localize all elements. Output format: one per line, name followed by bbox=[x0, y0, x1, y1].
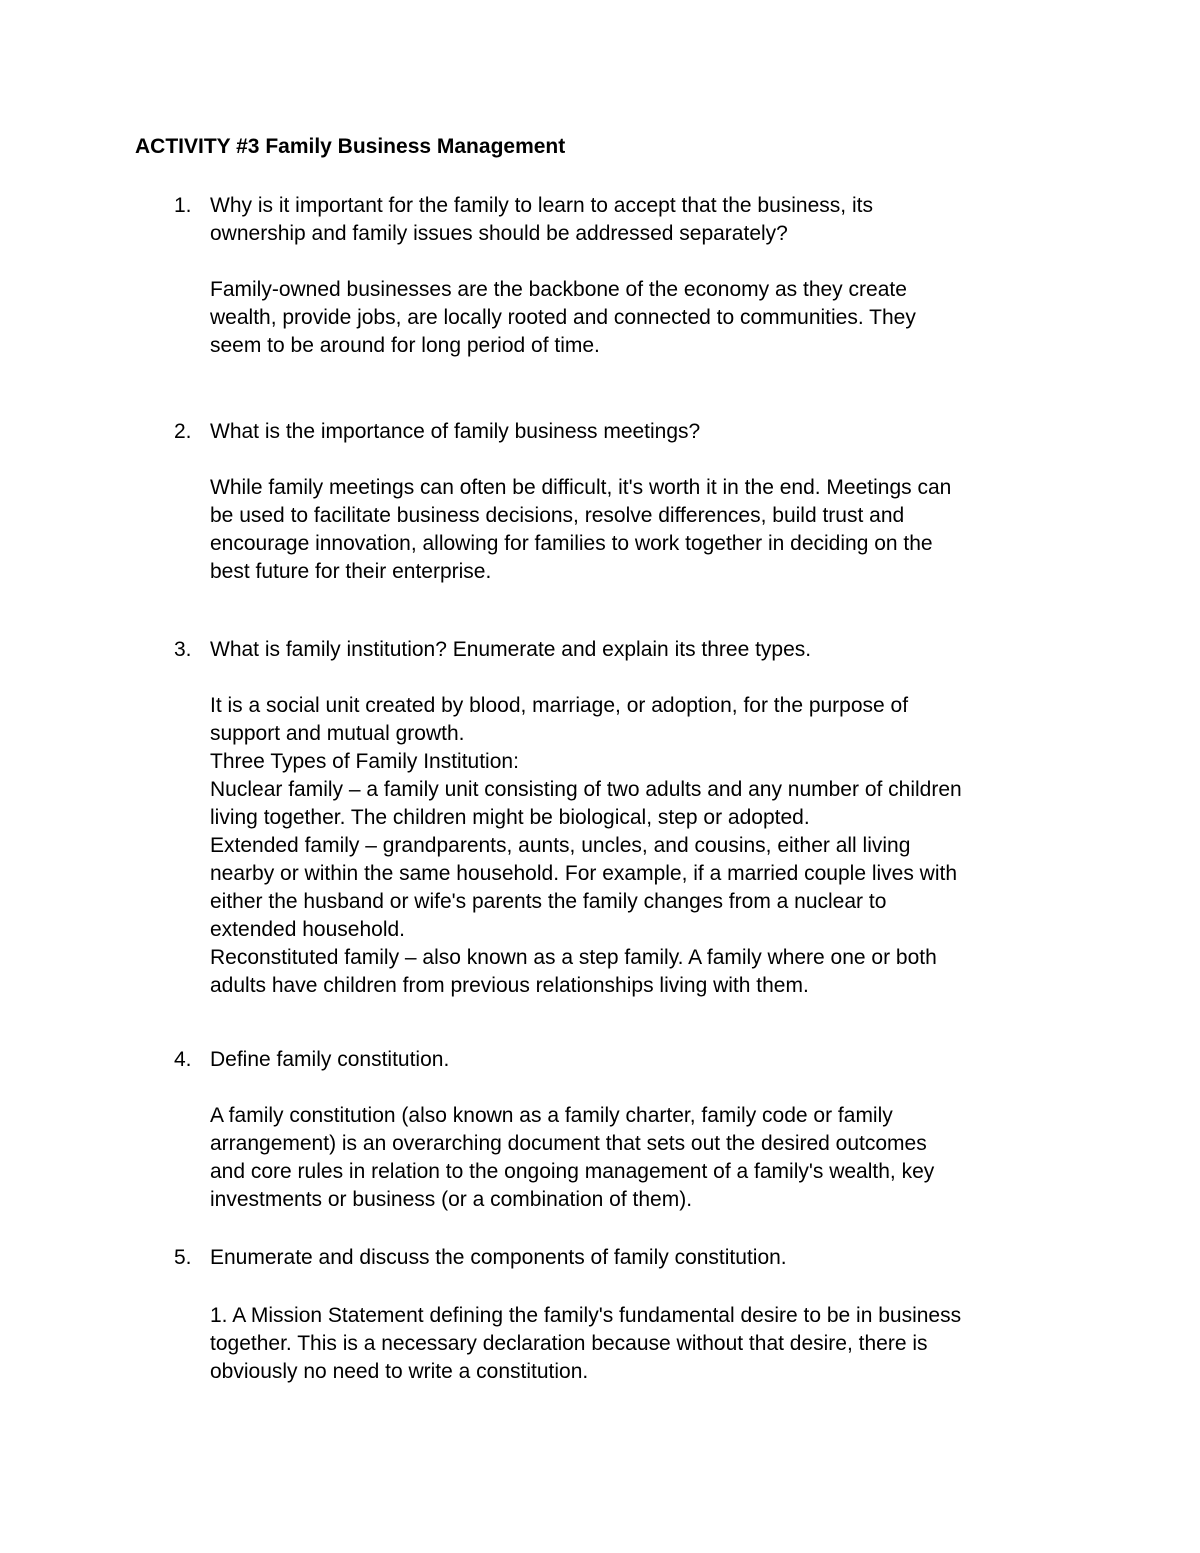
answer-5-line-2: together. This is a necessary declaration because without that desire, there is bbox=[210, 1332, 928, 1355]
answer-2-text bbox=[210, 474, 951, 586]
answer-5-line-3: obviously no need to write a constitution. bbox=[210, 1360, 589, 1383]
answer-1-line-3: seem to be around for long period of time. bbox=[210, 334, 600, 357]
answer-3-line-2: support and mutual growth. bbox=[210, 722, 465, 745]
question-2-line-1: What is the importance of family business meetings? bbox=[210, 420, 701, 443]
question-1-line-2: ownership and family issues should be addressed separately? bbox=[210, 222, 788, 245]
answer-4-line-1: A family constitution (also known as a family charter, family code or family bbox=[210, 1104, 893, 1127]
question-5-line-1: Enumerate and discuss the components of family constitution. bbox=[210, 1246, 787, 1269]
answer-2-line-3: encourage innovation, allowing for families to work together in deciding on the bbox=[210, 532, 933, 555]
answer-2-line-2: be used to facilitate business decisions, resolve differences, build trust and bbox=[210, 504, 905, 527]
answer-5-line-1: 1. A Mission Statement defining the family's fundamental desire to be in business bbox=[210, 1304, 962, 1327]
document-title: ACTIVITY #3 Family Business Management bbox=[135, 135, 566, 158]
question-4-text bbox=[210, 1046, 449, 1074]
answer-3-line-6: Extended family – grandparents, aunts, uncles, and cousins, either all living bbox=[210, 834, 911, 857]
answer-2-line-1: While family meetings can often be difficult, it's worth it in the end. Meetings can bbox=[210, 476, 952, 499]
question-3-line-1: What is family institution? Enumerate and explain its three types. bbox=[210, 638, 812, 661]
answer-4-text bbox=[210, 1102, 934, 1214]
answer-3-line-11: adults have children from previous relationships living with them. bbox=[210, 974, 809, 997]
answer-4-line-3: and core rules in relation to the ongoing management of a family's wealth, key bbox=[210, 1160, 935, 1183]
question-number-5: 5. bbox=[174, 1246, 192, 1269]
answer-4-line-2: arrangement) is an overarching document that sets out the desired outcomes bbox=[210, 1132, 927, 1155]
question-number-3: 3. bbox=[174, 638, 192, 661]
question-number-4: 4. bbox=[174, 1048, 192, 1071]
question-number-2: 2. bbox=[174, 420, 192, 443]
question-1-text bbox=[210, 192, 873, 248]
answer-3-line-9: extended household. bbox=[210, 918, 405, 941]
answer-3-line-1: It is a social unit created by blood, marriage, or adoption, for the purpose of bbox=[210, 694, 909, 717]
question-number-1: 1. bbox=[174, 194, 192, 217]
question-3-text bbox=[210, 636, 811, 664]
answer-3-line-10: Reconstituted family – also known as a step family. A family where one or both bbox=[210, 946, 937, 969]
question-2-text bbox=[210, 418, 700, 446]
answer-5-text bbox=[210, 1302, 961, 1386]
answer-4-line-4: investments or business (or a combination of them). bbox=[210, 1188, 693, 1211]
answer-3-line-3: Three Types of Family Institution: bbox=[210, 750, 519, 773]
question-4-line-1: Define family constitution. bbox=[210, 1048, 450, 1071]
answer-2-line-4: best future for their enterprise. bbox=[210, 560, 492, 583]
answer-1-text bbox=[210, 276, 916, 360]
answer-3-line-4: Nuclear family – a family unit consisting of two adults and any number of children bbox=[210, 778, 962, 801]
answer-3-line-8: either the husband or wife's parents the family changes from a nuclear to bbox=[210, 890, 887, 913]
answer-3-line-5: living together. The children might be biological, step or adopted. bbox=[210, 806, 810, 829]
question-1-line-1: Why is it important for the family to learn to accept that the business, its bbox=[210, 194, 873, 217]
answer-1-line-2: wealth, provide jobs, are locally rooted and connected to communities. They bbox=[210, 306, 916, 329]
question-5-text bbox=[210, 1244, 787, 1272]
answer-3-text bbox=[210, 692, 962, 1000]
answer-1-line-1: Family-owned businesses are the backbone of the economy as they create bbox=[210, 278, 907, 301]
answer-3-line-7: nearby or within the same household. For example, if a married couple lives with bbox=[210, 862, 958, 885]
